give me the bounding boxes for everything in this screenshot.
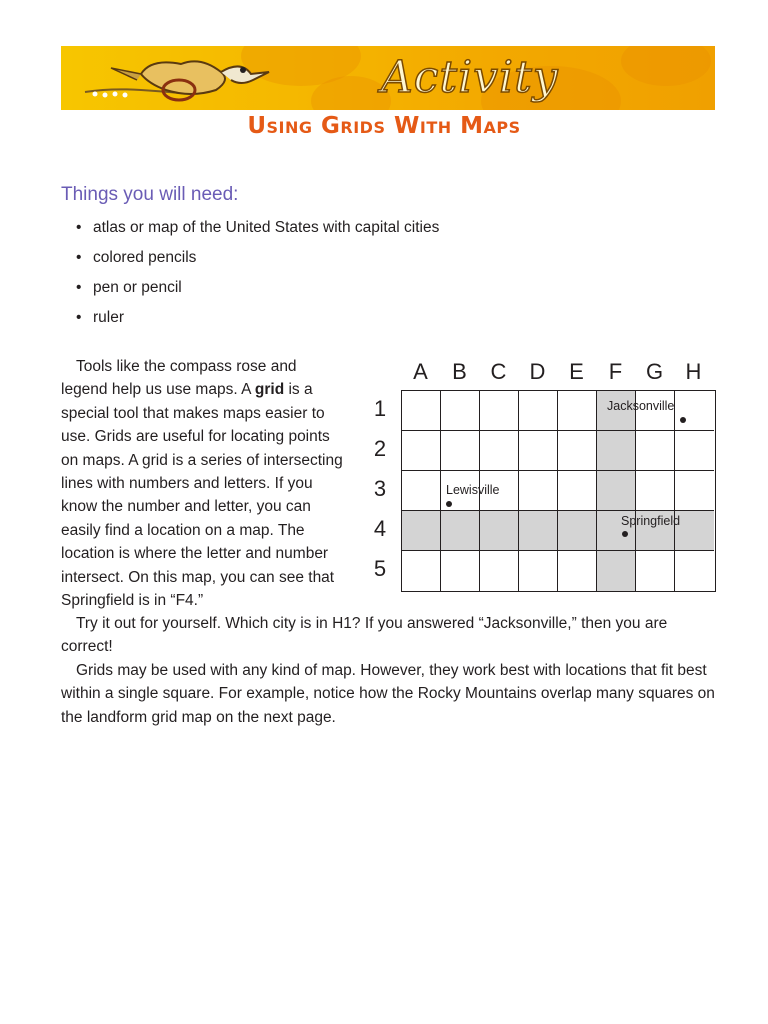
city-label-springfield: Springfield — [621, 514, 681, 528]
grid-cell-d5 — [519, 551, 558, 591]
grid-cell-g2 — [636, 431, 675, 471]
grid-cell-c1 — [480, 391, 519, 431]
grid-cell-f3 — [597, 471, 636, 511]
grid-cell-d4 — [519, 511, 558, 551]
activity-banner — [61, 46, 715, 110]
grid-cell-e3 — [558, 471, 597, 511]
grid-cell-g3 — [636, 471, 675, 511]
column-label-d: D — [529, 359, 546, 384]
city-label-jacksonville: Jacksonville — [607, 399, 675, 413]
list-item-text: colored pencils — [93, 249, 197, 266]
grids-usage-paragraph: Grids may be used with any kind of map. However, they work best with locations that fit best within a single square. For example, notice how the Rocky Mountains overlap many squares on the landform grid map on the next page. — [61, 662, 715, 726]
bullet-icon: • — [76, 309, 82, 326]
grid-cell-h4 — [675, 511, 714, 551]
bullet-icon: • — [76, 219, 82, 236]
grid-cell-h2 — [675, 431, 714, 471]
column-label-a: A — [413, 359, 428, 384]
page-title: Using Grids With Maps — [247, 113, 521, 139]
bullet-icon: • — [76, 249, 82, 266]
intro-paragraph — [61, 355, 343, 612]
list-item — [76, 276, 439, 306]
row-label-2: 2 — [373, 436, 387, 461]
column-label-b: B — [452, 359, 467, 384]
grid-cell-d3 — [519, 471, 558, 511]
grid-cell-h3 — [675, 471, 714, 511]
list-item — [76, 246, 439, 276]
row-label-5: 5 — [373, 556, 387, 581]
grid-cell-b1 — [441, 391, 480, 431]
grid-cell-a1 — [402, 391, 441, 431]
list-item — [76, 306, 439, 336]
grid-cell-a3 — [402, 471, 441, 511]
grid-cell-a2 — [402, 431, 441, 471]
list-item-text: ruler — [93, 309, 125, 326]
intro-text-start: Tools like the compass rose and legend help us use maps. A — [61, 358, 297, 399]
grid-cell-c4 — [480, 511, 519, 551]
grid-cell-f2 — [597, 431, 636, 471]
list-item-text: atlas or map of the United States with capital cities — [93, 219, 440, 236]
city-dot-jacksonville — [680, 417, 686, 423]
row-label-3: 3 — [373, 476, 387, 501]
grid-cell-g5 — [636, 551, 675, 591]
row-label-1: 1 — [373, 396, 387, 421]
materials-list — [76, 216, 439, 336]
grid-cell-d2 — [519, 431, 558, 471]
try-it-paragraph: Try it out for yourself. Which city is in H1? If you answered “Jacksonville,” then you are correct! — [61, 615, 668, 656]
grid-cell-e2 — [558, 431, 597, 471]
column-label-g: G — [645, 359, 664, 384]
banner-title: Activity — [381, 52, 559, 103]
materials-heading: Things you will need: — [61, 184, 239, 205]
grid-cell-b5 — [441, 551, 480, 591]
grid-cell-h1 — [675, 391, 714, 431]
column-label-f: F — [608, 359, 623, 384]
map-grid-figure — [360, 356, 720, 596]
grid-cell-h5 — [675, 551, 714, 591]
grid-cell-b4 — [441, 511, 480, 551]
bullet-icon: • — [76, 279, 82, 296]
city-dot-lewisville — [446, 501, 452, 507]
city-label-lewisville: Lewisville — [446, 483, 500, 497]
grid-cell-d1 — [519, 391, 558, 431]
grid-cell-c2 — [480, 431, 519, 471]
column-label-h: H — [685, 359, 702, 384]
grid-term: grid — [254, 381, 285, 399]
list-item — [76, 216, 439, 246]
roadrunner-illustration — [81, 50, 301, 108]
grid-cell-f5 — [597, 551, 636, 591]
grid-cell-e1 — [558, 391, 597, 431]
city-dot-springfield — [622, 531, 628, 537]
grid-cell-e5 — [558, 551, 597, 591]
column-label-c: C — [490, 359, 507, 384]
intro-text-end: is a special tool that makes maps easier to use. Grids are useful for locating points on maps. A grid is a series of intersecting lines with numbers and letters. If you know the number and letter, you can easily find a location on a map. The location is where the letter and number intersect. On this map, you can see that Springfield is in “F4.” — [61, 381, 343, 610]
list-item-text: pen or pencil — [93, 279, 182, 296]
grid-cell-b2 — [441, 431, 480, 471]
grid-cell-c5 — [480, 551, 519, 591]
grid-cell-a4 — [402, 511, 441, 551]
grid-cell-e4 — [558, 511, 597, 551]
row-label-4: 4 — [373, 516, 387, 541]
map-grid — [401, 390, 716, 592]
column-label-e: E — [569, 359, 584, 384]
grid-cell-a5 — [402, 551, 441, 591]
